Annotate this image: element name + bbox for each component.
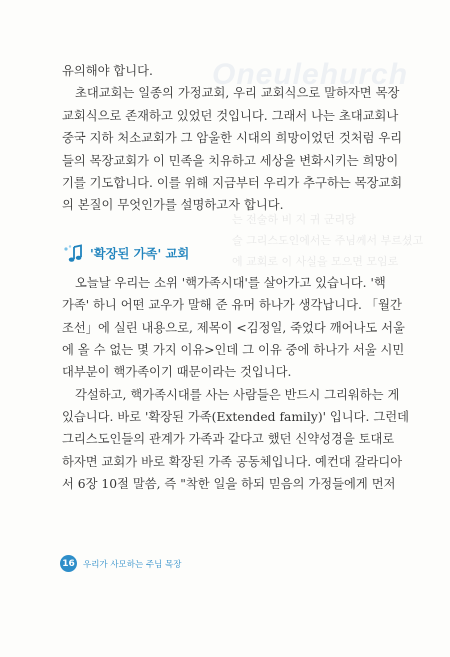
paragraph-line: 있습니다. 바로 '확장된 가족(Extended family)' 입니다. 그런데 (62, 410, 409, 425)
page-footer (60, 555, 181, 572)
section-heading (62, 242, 384, 266)
running-title: 우리가 사모하는 주님 목장 (83, 559, 182, 570)
page-number: 16 (60, 555, 77, 572)
bleed-through-text: 에 교회로 이 사실을 모으면 모임로 (232, 255, 399, 268)
paragraph-line: 하자면 교회가 바로 확장된 가족 공동체입니다. 예컨대 갈라디아 (62, 454, 403, 469)
paragraph-line: 중국 지하 처소교회가 그 암울한 시대의 희망이었던 것처럼 우리 (62, 131, 403, 146)
paragraph-line: 들의 목장교회가 이 민족을 치유하고 세상을 변화시키는 희망이 (62, 153, 399, 168)
paragraph-line: 그리스도인들의 관계가 가족과 같다고 했던 신약성경을 토대로 (62, 432, 395, 447)
paragraph-line: 조선」에 실린 내용으로, 제목이 <김정일, 죽었다 깨어나도 서울 (62, 320, 405, 335)
paragraph-line: 가족' 하니 어떤 교우가 말해 준 유머 하나가 생각납니다. 「월간 (62, 298, 402, 313)
paragraph-line: 서 6장 10절 말씀, 즉 "착한 일을 하되 믿음의 가정들에게 먼저 (62, 477, 396, 492)
paragraph-line: 에 올 수 없는 몇 가지 이유>인데 그 이유 중에 하나가 서울 시민 (62, 342, 405, 357)
bleed-through-text: 슬 그리스도인에서는 주님께서 부르셨고 (232, 234, 424, 247)
paragraph-line: 의 본질이 무엇인가를 설명하고자 합니다. (62, 198, 284, 213)
paragraph-line: 유의해야 합니다. (62, 64, 153, 78)
watermark-logo: Oneulehurch (212, 58, 409, 91)
body-text (62, 60, 409, 496)
paragraph-line: 각설하고, 핵가족시대를 사는 사람들은 반드시 그리워하는 게 (75, 387, 400, 402)
bleed-through-text: 는 전술하 비 지 귀 군리당 (232, 213, 356, 226)
paragraph-line: 대부분이 핵가족이기 때문이라는 것입니다. (62, 365, 292, 380)
paragraph-line: 초대교회는 일종의 가정교회, 우리 교회식으로 말하자면 목장 (75, 86, 400, 101)
music-note-icon (62, 244, 88, 264)
paragraph-line: 오늘날 우리는 소위 '핵가족시대'를 살아가고 있습니다. '핵 (75, 275, 386, 290)
paragraph-line: 교회식으로 존재하고 있었던 것입니다. 그래서 나는 초대교회나 (62, 108, 399, 123)
paragraph-line: 기를 기도합니다. 이를 위해 지금부터 우리가 추구하는 목장교회 (62, 175, 403, 190)
section-heading-text: '확장된 가족' 교회 (90, 246, 190, 261)
